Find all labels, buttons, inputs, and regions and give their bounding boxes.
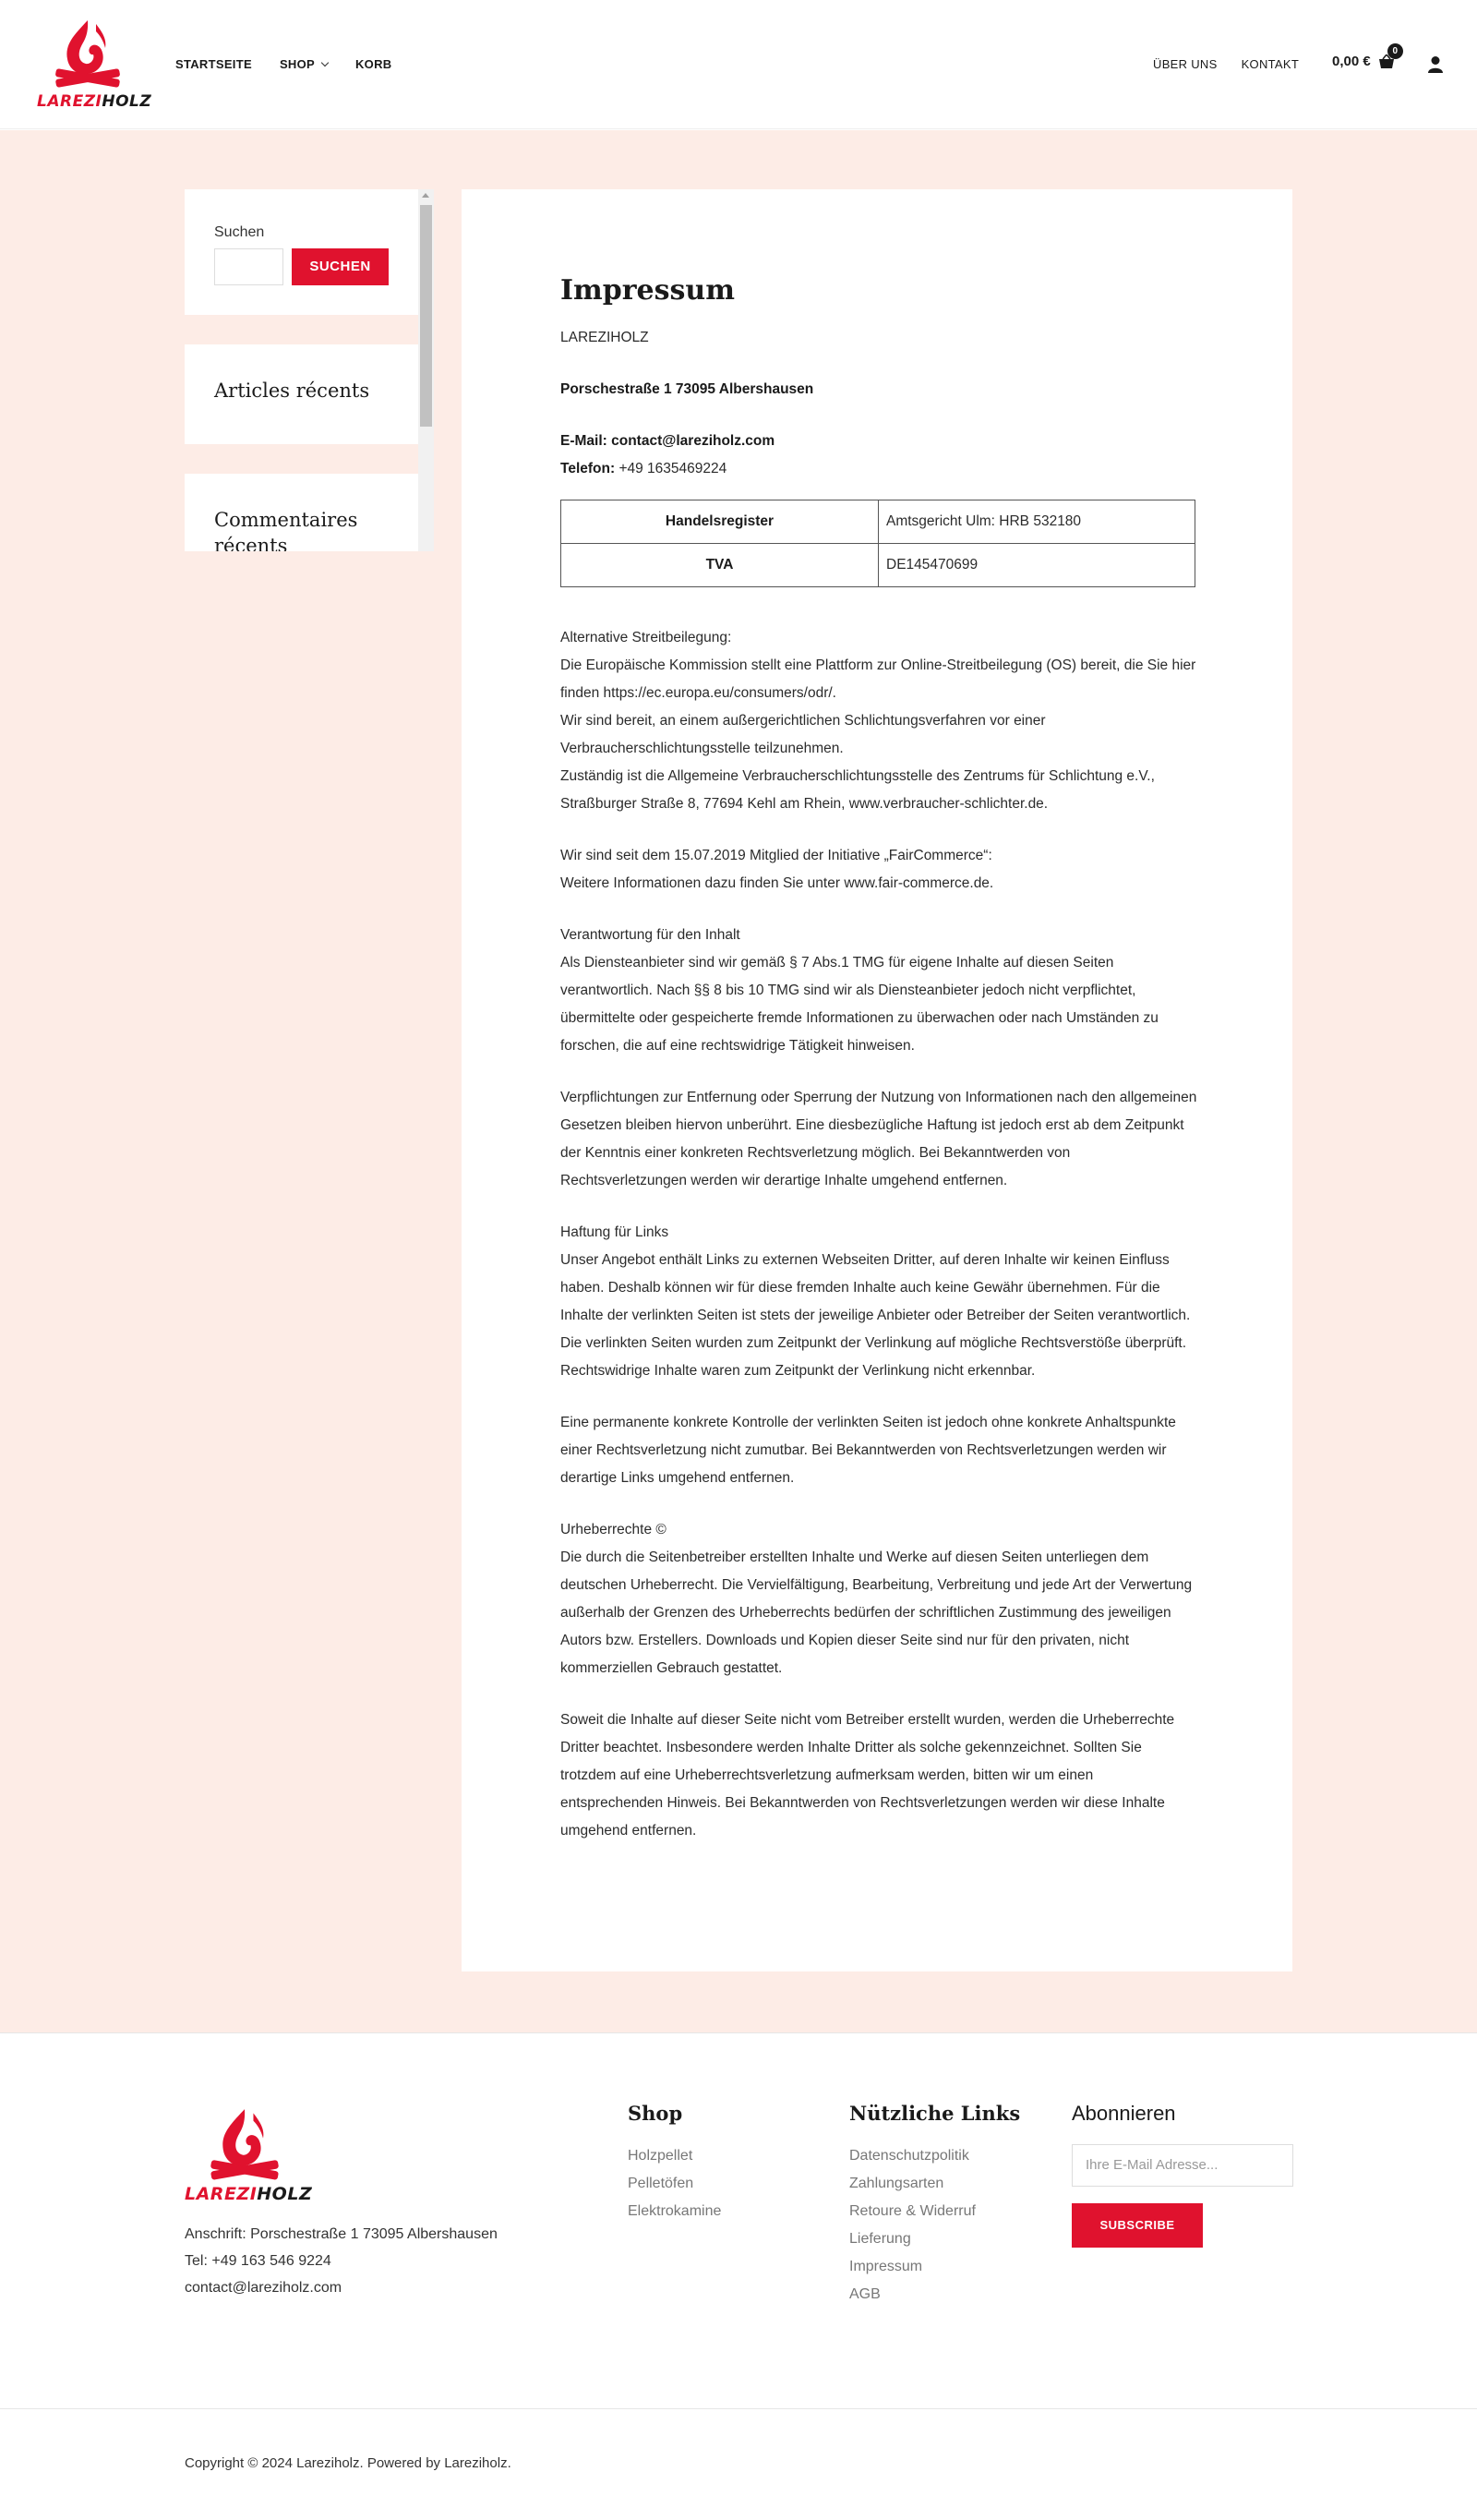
scrollbar-thumb[interactable] (420, 205, 432, 427)
para-line: Die durch die Seitenbetreiber erstellten Inhalte und Werke auf diesen Seiten unterliegen dem deutschen Urheberrecht. Die Vervielfältigung, Bearbeitung, Verbreitung und jede Art der Verwertung außerhalb der Grenzen des Urheberrechts bedürfen der schriftlichen Zustimmung des jeweiligen Autors bzw. Erstellers. Downloads und Kopien dieser Seite sind nur für den privaten, nicht kommerziellen Gebrauch gestattet. (560, 1549, 1193, 1676)
logo-wordmark-part1: LAREZI (37, 92, 102, 111)
search-input[interactable] (214, 248, 283, 285)
nav-contact[interactable]: KONTAKT (1241, 57, 1300, 71)
site-footer (0, 2032, 1477, 2519)
campfire-logo-icon (185, 2107, 305, 2181)
logo-wordmark-part1: LAREZI (185, 2184, 258, 2204)
paragraph-copyright (560, 1516, 1197, 1682)
footer-subscribe (1072, 2100, 1293, 2248)
sidebar (185, 189, 434, 551)
nav-home[interactable]: STARTSEITE (175, 57, 252, 71)
footer-link-pelletoefen[interactable]: Pelletöfen (628, 2176, 694, 2191)
nav-cart[interactable]: KORB (354, 57, 392, 71)
paragraph-obligations (560, 1084, 1197, 1195)
paragraph-faircommerce (560, 842, 1197, 898)
footer-link-elektrokamine[interactable]: Elektrokamine (628, 2203, 722, 2219)
impressum-article (560, 272, 1197, 1869)
para-line: Wir sind seit dem 15.07.2019 Mitglied der Initiative „FairCommerce“: (560, 848, 992, 863)
page-title: Impressum (560, 274, 735, 307)
para-line: Eine permanente konkrete Kontrolle der verlinkten Seiten ist jedoch ohne konkrete Anhaltspunkte einer Rechtsverletzung nicht zumutbar. Bei Bekanntwerden von Rechtsverletzungen werden wir derartige Links umgehend entfernen. (560, 1415, 1176, 1486)
para-line: Als Diensteanbieter sind wir gemäß § 7 Abs.1 TMG für eigene Inhalte auf diesen Seiten verantwortlich. Nach §§ 8 bis 10 TMG sind wir als Diensteanbieter jedoch nicht verpflichtet, übermittelte oder gespeicherte fremde Informationen zu überwachen oder nach Umständen zu forschen, die auf eine rechtswidrige Tätigkeit hinweisen. (560, 955, 1159, 1054)
main-nav (175, 57, 391, 71)
para-line: Alternative Streitbeilegung: (560, 630, 732, 645)
footer-shop-column (628, 2100, 721, 2225)
para-line: Wir sind bereit, an einem außergerichtlichen Schlichtungsverfahren vor einer Verbraucherschlichtungsstelle teilzunehmen. (560, 713, 1046, 756)
recent-articles-title: Articles récents (214, 380, 370, 402)
para-line: Soweit die Inhalte auf dieser Seite nicht vom Betreiber erstellt wurden, werden die Urheberrechte Dritter beachtet. Insbesondere werden Inhalte Dritter als solche gekennzeichnet. Sollten Sie trotzdem auf eine Urheberrechtsverletzung aufmerksam werden, bitten wir um einen entsprechenden Hinweis. Bei Bekanntwerden von Rechtsverletzungen werden wir diese Inhalte umgehend entfernen. (560, 1712, 1175, 1839)
contact-info (560, 428, 1197, 483)
footer-useful-title: Nützliche Links (849, 2102, 1021, 2125)
footer-contact (185, 2221, 498, 2301)
para-line: Zuständig ist die Allgemeine Verbraucherschlichtungsstelle des Zentrums für Schlichtung e.V., Straßburger Straße 8, 77694 Kehl am Rhein, www.verbraucher-schlichter.de. (560, 768, 1155, 812)
company-name: LAREZIHOLZ (560, 330, 649, 345)
campfire-logo-icon (37, 18, 138, 89)
table-cell-key: TVA (561, 544, 879, 587)
cart-count-badge: 0 (1387, 43, 1403, 59)
subscribe-title: Abonnieren (1072, 2102, 1176, 2125)
para-line: Weitere Informationen dazu finden Sie unter www.fair-commerce.de. (560, 875, 994, 891)
search-label: Suchen (214, 224, 265, 240)
para-line: Haftung für Links (560, 1224, 669, 1240)
table-row (561, 500, 1195, 544)
header-cart[interactable] (1332, 45, 1398, 69)
search-button[interactable]: SUCHEN (292, 248, 389, 285)
footer-link-agb[interactable]: AGB (849, 2286, 881, 2302)
nav-shop-label: SHOP (279, 57, 315, 71)
content-card (462, 189, 1292, 1971)
recent-comments-widget (185, 474, 418, 551)
footer-link-datenschutz[interactable]: Datenschutzpolitik (849, 2148, 969, 2164)
footer-link-holzpellet[interactable]: Holzpellet (628, 2148, 693, 2164)
para-line: Unser Angebot enthält Links zu externen Webseiten Dritter, auf deren Inhalte wir keinen Einfluss haben. Deshalb können wir für diese fremden Inhalte auch keine Gewähr übernehmen. Für die Inhalte der verlinkten Seiten ist stets der jeweilige Anbieter oder Betreiber der Seiten verantwortlich. Die verlinkten Seiten wurden zum Zeitpunkt der Verlinkung auf mögliche Rechtsverstöße überprüft. Rechtswidrige Inhalte waren zum Zeitpunkt der Verlinkung nicht erkennbar. (560, 1252, 1191, 1379)
table-cell-value: Amtsgericht Ulm: HRB 532180 (879, 500, 1195, 544)
footer-shop-title: Shop (628, 2102, 683, 2125)
paragraph-links-liability (560, 1219, 1197, 1385)
subscribe-button[interactable]: SUBSCRIBE (1072, 2203, 1203, 2248)
subscribe-email-input[interactable]: Ihre E-Mail Adresse... (1072, 2144, 1293, 2187)
user-account-icon[interactable] (1427, 55, 1444, 74)
footer-logo-wordmark (185, 2184, 313, 2204)
table-cell-value: DE145470699 (879, 544, 1195, 587)
footer-link-retoure[interactable]: Retoure & Widerruf (849, 2203, 976, 2219)
scroll-up-arrow-icon[interactable] (422, 193, 429, 198)
recent-comments-title: Commentaires récents (214, 509, 358, 551)
site-logo[interactable] (37, 18, 152, 111)
nav-about[interactable]: ÜBER UNS (1153, 57, 1218, 71)
site-header (0, 0, 1477, 129)
search-widget (185, 189, 418, 315)
paragraph-responsibility (560, 922, 1197, 1060)
chevron-down-icon (321, 59, 329, 66)
logo-wordmark (37, 92, 152, 111)
logo-wordmark-part2: HOLZ (257, 2184, 313, 2204)
registry-table (560, 500, 1195, 587)
footer-link-impressum[interactable]: Impressum (849, 2259, 923, 2274)
para-line: Urheberrechte © (560, 1522, 666, 1537)
company-address-text: Porschestraße 1 73095 Albershausen (560, 381, 814, 397)
paragraph-third-party (560, 1706, 1197, 1845)
phone-value: +49 1635469224 (618, 461, 727, 476)
secondary-nav (1153, 57, 1299, 71)
footer-tel: Tel: +49 163 546 9224 (185, 2253, 331, 2269)
footer-address: Anschrift: Porschestraße 1 73095 Albershausen (185, 2226, 498, 2242)
footer-email[interactable]: contact@lareziholz.com (185, 2280, 342, 2296)
para-line: Verantwortung für den Inhalt (560, 927, 740, 943)
footer-useful-column (849, 2100, 1020, 2309)
table-cell-key: Handelsregister (561, 500, 879, 544)
footer-logo[interactable] (185, 2107, 313, 2204)
recent-articles-widget (185, 344, 418, 444)
nav-shop[interactable] (280, 57, 328, 71)
paragraph-dispute (560, 624, 1197, 818)
phone-label: Telefon: (560, 461, 616, 476)
sidebar-scrollbar[interactable] (418, 189, 434, 551)
logo-wordmark-part2: HOLZ (102, 92, 152, 111)
footer-link-zahlungsarten[interactable]: Zahlungsarten (849, 2176, 944, 2191)
para-line: Die Europäische Kommission stellt eine Plattform zur Online-Streitbeilegung (OS) bereit, die Sie hier finden https://ec.europa.eu/consumers/odr/. (560, 657, 1196, 701)
cart-total: 0,00 € (1332, 54, 1371, 69)
paragraph-links-control (560, 1409, 1197, 1492)
table-row (561, 544, 1195, 587)
footer-bottom-bar (0, 2408, 1477, 2520)
company-address (560, 376, 1197, 404)
para-line: Verpflichtungen zur Entfernung oder Sperrung der Nutzung von Informationen nach den allgemeinen Gesetzen bleiben hiervon unberührt. Eine diesbezügliche Haftung ist jedoch erst ab dem Zeitpunkt der Kenntnis einer konkreten Rechtsverletzung möglich. Bei Bekanntwerden von Rechtsverletzungen werden wir derartige Inhalte umgehend entfernen. (560, 1090, 1197, 1188)
email-value[interactable]: contact@lareziholz.com (611, 433, 775, 449)
basket-icon (1378, 45, 1398, 69)
email-label: E-Mail: (560, 433, 607, 449)
copyright-text: Copyright © 2024 Lareziholz. Powered by Lareziholz. (185, 2455, 511, 2471)
footer-link-lieferung[interactable]: Lieferung (849, 2231, 911, 2247)
